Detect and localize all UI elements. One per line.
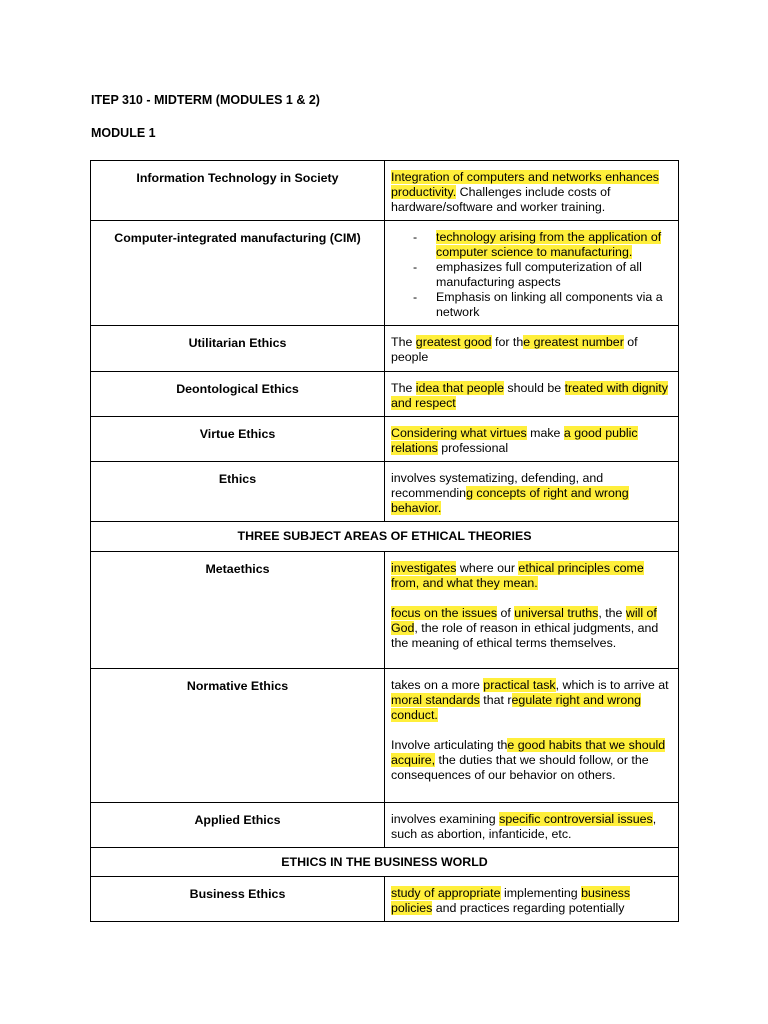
highlight: study of appropriate: [391, 886, 501, 900]
text: , which is to arrive at: [555, 678, 669, 692]
list-item: [407, 230, 670, 260]
term-cell: Deontological Ethics: [91, 372, 385, 417]
highlight: treated with dignity and respect: [391, 381, 668, 410]
text: make: [526, 426, 564, 440]
paragraph: [391, 678, 670, 723]
list-item: - Emphasis on linking all components via a network: [407, 290, 670, 320]
definition-cell: [385, 326, 679, 372]
paragraph: [391, 606, 670, 651]
highlight: Considering what virtues: [391, 426, 527, 440]
table-row: [91, 326, 679, 372]
highlight: idea that people: [415, 381, 504, 395]
text: should be: [503, 381, 565, 395]
term-cell: Computer-integrated manufacturing (CIM): [91, 221, 385, 326]
text: involves systematizing, defending, and recommendin: [391, 471, 604, 500]
definition-cell: [385, 669, 679, 803]
text: Challenges include costs of hardware/software and worker training.: [391, 185, 611, 214]
text: takes on a more: [391, 678, 484, 692]
text: where our: [456, 561, 519, 575]
highlight: a good public relations: [391, 426, 638, 455]
table-row: [91, 848, 679, 877]
text: , such as abortion, infanticide, etc.: [391, 812, 657, 841]
document-title: ITEP 310 - MIDTERM (MODULES 1 & 2): [91, 93, 320, 107]
definition-cell: [385, 417, 679, 462]
table-row: [91, 877, 679, 922]
definition-cell: [385, 221, 679, 326]
text: implementing: [500, 886, 582, 900]
definition-cell: [385, 161, 679, 221]
highlight: will of God: [391, 606, 657, 635]
text: of people: [391, 335, 638, 364]
highlight: Integration of computers and networks enhances productivity.: [391, 170, 659, 199]
table-row: [91, 522, 679, 552]
highlight: practical task: [483, 678, 556, 692]
bullet-list: [391, 230, 670, 320]
highlight: business policies: [391, 886, 631, 915]
highlight: g concepts of right and wrong behavior.: [391, 486, 629, 515]
notes-table: [90, 160, 679, 922]
paragraph: [391, 561, 670, 591]
section-heading: ETHICS IN THE BUSINESS WORLD: [91, 848, 679, 877]
term-cell: Information Technology in Society: [91, 161, 385, 221]
highlight: moral standards: [391, 693, 480, 707]
definition-cell: [385, 462, 679, 522]
term-cell: Utilitarian Ethics: [91, 326, 385, 372]
highlight: investigates: [391, 561, 457, 575]
text: , the role of reason in ethical judgments, and the meaning of ethical terms themselves.: [391, 621, 659, 650]
text: of: [497, 606, 515, 620]
table-row: [91, 552, 679, 669]
term-cell: Virtue Ethics: [91, 417, 385, 462]
table-row: [91, 372, 679, 417]
table-row: [91, 417, 679, 462]
text: that r: [479, 693, 512, 707]
table-row: [91, 161, 679, 221]
term-cell: Ethics: [91, 462, 385, 522]
text: the duties that we should follow, or the consequences of our behavior on others.: [391, 753, 649, 782]
highlight: e greatest number: [523, 335, 624, 349]
table-row: [91, 221, 679, 326]
term-cell: Normative Ethics: [91, 669, 385, 803]
table-row: [91, 669, 679, 803]
highlight: specific controversial issues: [499, 812, 653, 826]
text: and practices regarding potentially: [432, 901, 625, 915]
text: The: [391, 335, 416, 349]
highlight: ethical principles come from, and what they mean.: [391, 561, 644, 590]
table-row: [91, 803, 679, 848]
module-heading: MODULE 1: [91, 126, 156, 140]
highlight: greatest good: [415, 335, 492, 349]
highlight: egulate right and wrong conduct.: [391, 693, 642, 722]
highlight: technology arising from the application of computer science to manufacturing.: [436, 230, 662, 259]
highlight: universal truths: [514, 606, 599, 620]
text: involves examining: [391, 812, 500, 826]
section-heading: THREE SUBJECT AREAS OF ETHICAL THEORIES: [91, 522, 679, 552]
definition-cell: [385, 877, 679, 922]
definition-cell: [385, 372, 679, 417]
definition-cell: [385, 552, 679, 669]
text: Involve articulating th: [391, 738, 508, 752]
text: professional: [437, 441, 509, 455]
paragraph: [391, 738, 670, 783]
term-cell: Business Ethics: [91, 877, 385, 922]
definition-cell: [385, 803, 679, 848]
term-cell: Applied Ethics: [91, 803, 385, 848]
highlight: focus on the issues: [391, 606, 498, 620]
text: , the: [598, 606, 626, 620]
list-item: - emphasizes full computerization of all manufacturing aspects: [407, 260, 670, 290]
text: The: [391, 381, 416, 395]
text: for th: [491, 335, 524, 349]
term-cell: Metaethics: [91, 552, 385, 669]
highlight: e good habits that we should acquire,: [391, 738, 666, 767]
table-row: [91, 462, 679, 522]
